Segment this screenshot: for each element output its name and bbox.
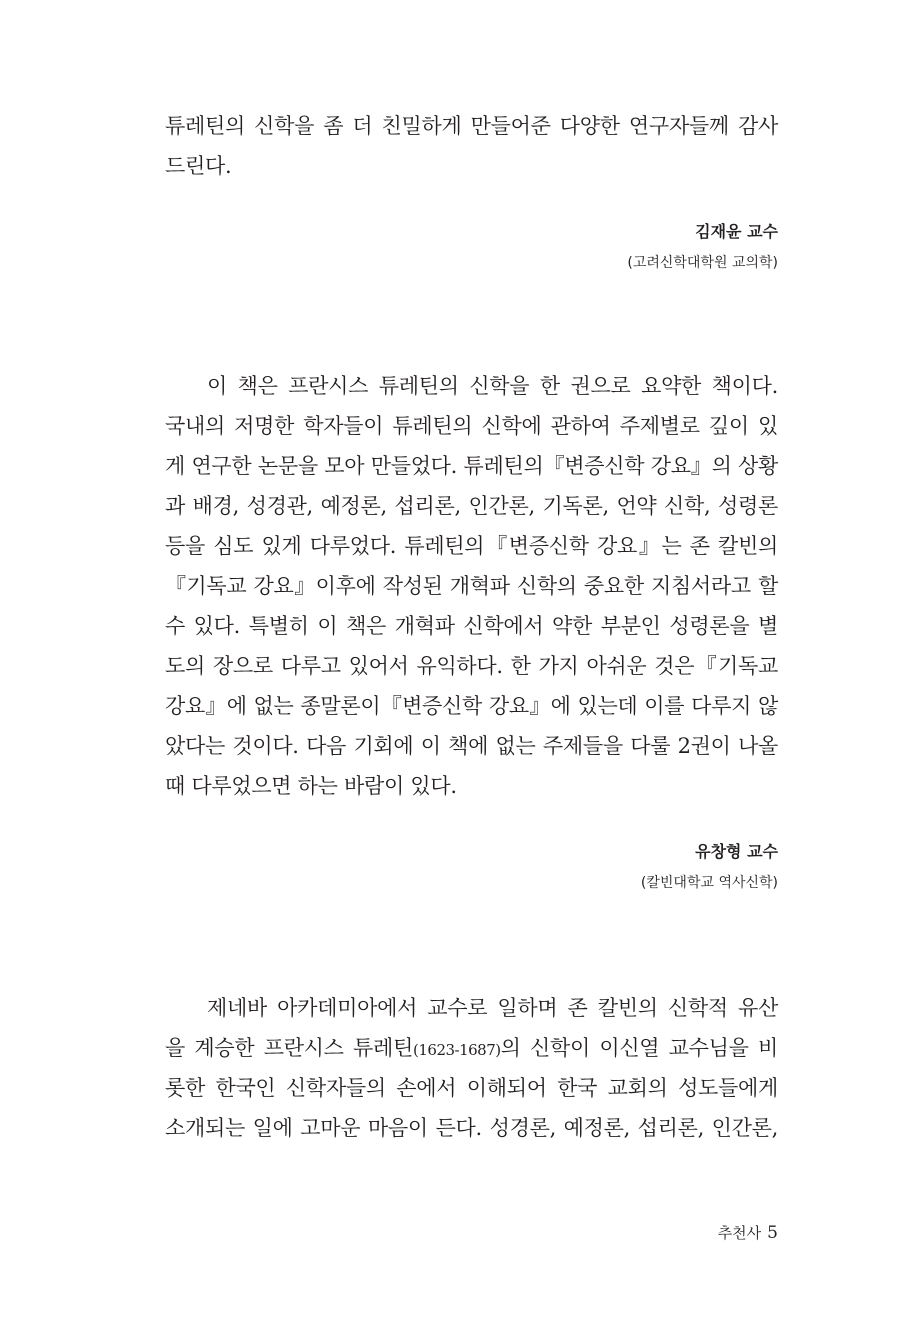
recommendation-paragraph-1 xyxy=(165,106,778,186)
paragraph-line: 때 다루었으면 하는 바람이 있다. xyxy=(165,774,457,798)
signature-block-1 xyxy=(627,221,778,273)
author-name: 김재윤 교수 xyxy=(695,222,778,241)
paragraph-line: 이 책은 프란시스 튜레틴의 신학을 한 권으로 요약한 책이다. xyxy=(207,374,778,398)
life-years: (1623-1687) xyxy=(413,1041,501,1059)
paragraph-line: 강요』에 없는 종말론이『변증신학 강요』에 있는데 이를 다루지 않 xyxy=(165,694,778,718)
recommendation-paragraph-3 xyxy=(165,988,778,1148)
paragraph-line: 튜레틴의 신학을 좀 더 친밀하게 만들어준 다양한 연구자들께 감사 xyxy=(165,114,778,138)
paragraph-line: 등을 심도 있게 다루었다. 튜레틴의『변증신학 강요』는 존 칼빈의 xyxy=(165,534,778,558)
paragraph-line: 소개되는 일에 고마운 마음이 든다. 성경론, 예정론, 섭리론, 인간론, xyxy=(165,1116,778,1140)
line-text: 의 신학이 이신열 교수님을 비 xyxy=(500,1036,778,1060)
paragraph-line xyxy=(165,1028,778,1068)
paragraph-line: 과 배경, 성경관, 예정론, 섭리론, 인간론, 기독론, 언약 신학, 성령론 xyxy=(165,494,778,518)
author-affiliation: (칼빈대학교 역사신학) xyxy=(640,875,778,891)
paragraph-line: 국내의 저명한 학자들이 튜레틴의 신학에 관하여 주제별로 깊이 있 xyxy=(165,414,778,438)
paragraph-line: 『기독교 강요』이후에 작성된 개혁파 신학의 중요한 지침서라고 할 xyxy=(165,574,778,598)
author-affiliation: (고려신학대학원 교의학) xyxy=(627,255,778,271)
page-footer xyxy=(718,1222,778,1244)
paragraph-line: 수 있다. 특별히 이 책은 개혁파 신학에서 약한 부분인 성령론을 별 xyxy=(165,614,778,638)
paragraph-line: 드린다. xyxy=(165,154,232,178)
recommendation-paragraph-2 xyxy=(165,366,778,806)
paragraph-line: 도의 장으로 다루고 있어서 유익하다. 한 가지 아쉬운 것은『기독교 xyxy=(165,654,778,678)
paragraph-line: 았다는 것이다. 다음 기회에 이 책에 없는 주제들을 다룰 2권이 나올 xyxy=(165,734,778,758)
running-header-title: 추천사 xyxy=(717,1224,762,1242)
author-name: 유창형 교수 xyxy=(695,842,778,861)
line-text: 을 계승한 프란시스 튜레틴 xyxy=(165,1036,413,1060)
signature-block-2 xyxy=(641,841,778,893)
page-number: 5 xyxy=(767,1223,778,1243)
paragraph-line: 제네바 아카데미아에서 교수로 일하며 존 칼빈의 신학적 유산 xyxy=(207,996,778,1020)
paragraph-line: 롯한 한국인 신학자들의 손에서 이해되어 한국 교회의 성도들에게 xyxy=(165,1076,778,1100)
paragraph-line: 게 연구한 논문을 모아 만들었다. 튜레틴의『변증신학 강요』의 상황 xyxy=(165,454,778,478)
